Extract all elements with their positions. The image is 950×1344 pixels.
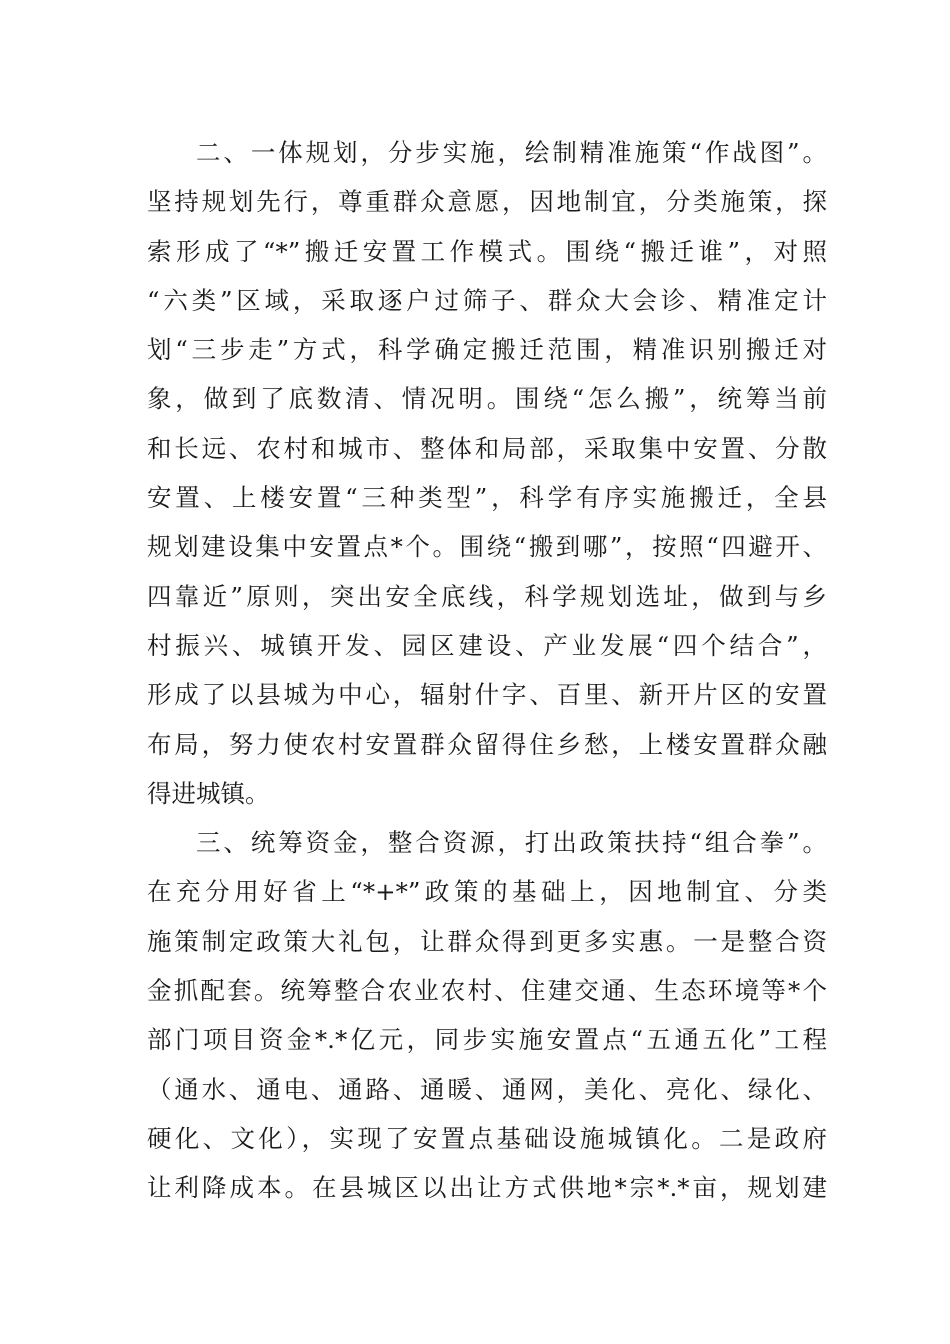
paragraph-line: 形成了以县城为中心，辐射什字、百里、新开片区的安置: [147, 680, 827, 710]
paragraph-line: 村振兴、城镇开发、园区建设、产业发展“四个结合”，: [147, 630, 827, 660]
document-body: [147, 128, 827, 1213]
paragraph-line: 二、一体规划，分步实施，绘制精准施策“作战图”。: [196, 138, 827, 167]
paragraph-line: 部门项目资金*.*亿元，同步实施安置点“五通五化”工程: [147, 1025, 827, 1055]
paragraph-line: 布局，努力使农村安置群众留得住乡愁，上楼安置群众融: [147, 729, 827, 759]
paragraph-line: 坚持规划先行，尊重群众意愿，因地制宜，分类施策，探: [147, 187, 827, 217]
paragraph-section-two: [147, 128, 827, 818]
paragraph-line: 和长远、农村和城市、整体和局部，采取集中安置、分散: [147, 433, 827, 463]
paragraph-line: 施策制定政策大礼包，让群众得到更多实惠。一是整合资: [147, 926, 827, 956]
paragraph-line: 安置、上楼安置“三种类型”，科学有序实施搬迁，全县: [147, 483, 827, 513]
paragraph-line: 象，做到了底数清、情况明。围绕“怎么搬”，统筹当前: [147, 384, 827, 414]
paragraph-line: 三、统筹资金，整合资源，打出政策扶持“组合拳”。: [196, 828, 827, 858]
paragraph-line: 四靠近”原则，突出安全底线，科学规划选址，做到与乡: [147, 581, 827, 611]
paragraph-section-three: [147, 818, 827, 1212]
paragraph-line: 得进城镇。: [147, 778, 270, 808]
paragraph-line: 硬化、文化），实现了安置点基础设施城镇化。二是政府: [147, 1123, 827, 1153]
paragraph-line: 划“三步走”方式，科学确定搬迁范围，精准识别搬迁对: [147, 335, 827, 365]
paragraph-line: （通水、通电、通路、通暖、通网，美化、亮化、绿化、: [147, 1074, 827, 1104]
paragraph-line: 金抓配套。统筹整合农业农村、住建交通、生态环境等*个: [147, 976, 827, 1006]
paragraph-line: “六类”区域，采取逐户过筛子、群众大会诊、精准定计: [147, 285, 827, 315]
paragraph-line: 规划建设集中安置点*个。围绕“搬到哪”，按照“四避开、: [147, 532, 827, 562]
paragraph-line: 让利降成本。在县城区以出让方式供地*宗*.*亩，规划建: [147, 1173, 827, 1203]
paragraph-line: 索形成了“*”搬迁安置工作模式。围绕“搬迁谁”，对照: [147, 236, 827, 266]
paragraph-line: 在充分用好省上“*+*”政策的基础上，因地制宜、分类: [147, 877, 827, 907]
